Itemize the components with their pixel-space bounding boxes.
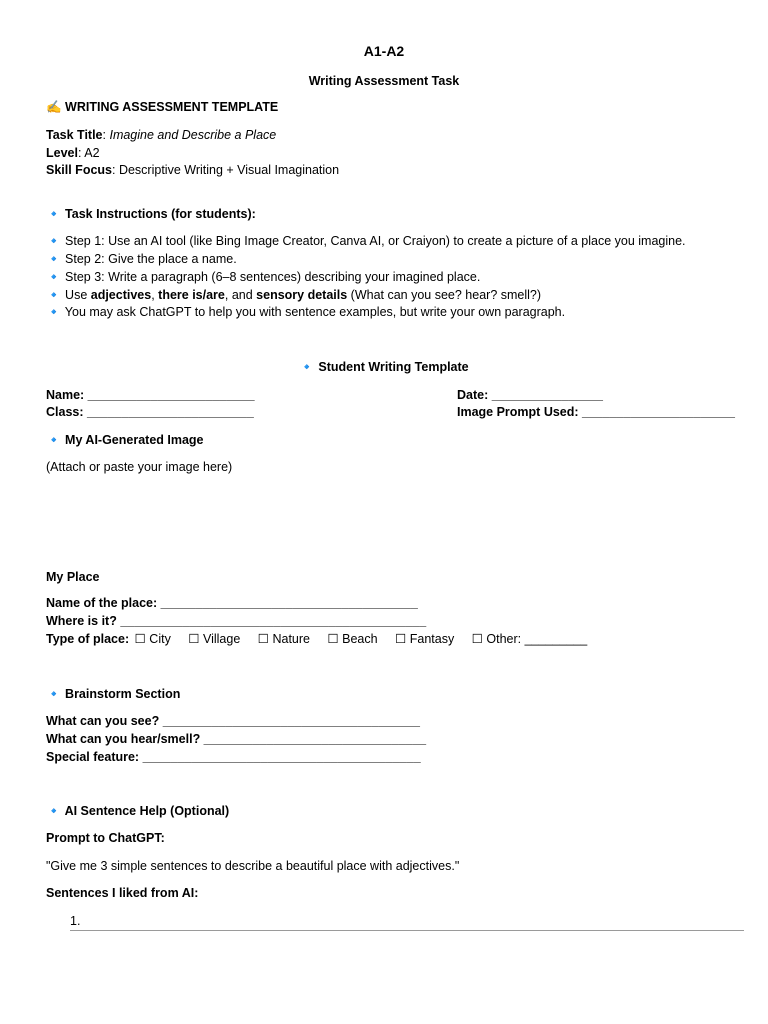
place-location-field[interactable]: Where is it? ____________________________________________	[46, 614, 427, 628]
brainstorm-heading: 🔹 Brainstorm Section	[46, 687, 181, 701]
image-section-heading: 🔹 My AI-Generated Image	[46, 433, 204, 447]
date-field[interactable]: Date: ________________	[457, 388, 603, 402]
task-title-label: Task Title	[46, 128, 103, 142]
my-place-heading: My Place	[46, 570, 100, 584]
prompt-text: "Give me 3 simple sentences to describe a beautiful place with adjectives."	[46, 859, 460, 873]
instruction-step-5: 🔹 You may ask ChatGPT to help you with sentence examples, but write your own paragraph.	[46, 305, 566, 319]
step4-sensory-details: sensory details	[256, 288, 348, 302]
liked-sentences-label: Sentences I liked from AI:	[46, 886, 199, 900]
task-title-colon: :	[102, 128, 110, 142]
checkbox-city[interactable]: ☐ City	[134, 632, 171, 646]
skill-focus-label: Skill Focus	[46, 163, 112, 177]
level-colon: :	[77, 146, 85, 160]
task-title-line	[46, 127, 276, 144]
ai-help-heading: 🔹 AI Sentence Help (Optional)	[46, 804, 230, 818]
level-title: A1-A2	[363, 43, 405, 59]
step4-suffix: (What can you see? hear? smell?)	[347, 288, 542, 302]
special-feature-field[interactable]: Special feature: ________________________________________	[46, 750, 421, 764]
step4-comma: ,	[151, 288, 159, 302]
checkbox-other[interactable]: ☐ Other: _________	[471, 632, 588, 646]
instructions-heading: 🔹 Task Instructions (for students):	[46, 207, 256, 221]
instruction-step-4	[46, 287, 541, 304]
list-item-1[interactable]: 1.	[70, 914, 81, 928]
level-line	[46, 145, 100, 162]
place-type-line	[46, 631, 587, 648]
class-field[interactable]: Class: ________________________	[46, 405, 254, 419]
hear-smell-field[interactable]: What can you hear/smell? ________________________________	[46, 732, 427, 746]
skill-focus-line	[46, 162, 339, 179]
see-field[interactable]: What can you see? _____________________________________	[46, 714, 420, 728]
image-placeholder-note[interactable]: (Attach or paste your image here)	[46, 460, 233, 474]
task-title-value: Imagine and Describe a Place	[109, 128, 277, 142]
image-prompt-field[interactable]: Image Prompt Used: ______________________	[457, 405, 735, 419]
checkbox-village[interactable]: ☐ Village	[188, 632, 241, 646]
answer-line-1	[70, 930, 744, 931]
step4-and: , and	[224, 288, 257, 302]
checkbox-beach[interactable]: ☐ Beach	[327, 632, 378, 646]
document-subtitle: Writing Assessment Task	[308, 74, 460, 88]
instruction-step-1: 🔹 Step 1: Use an AI tool (like Bing Image Creator, Canva AI, or Craiyon) to create a picture of a place you imagine.	[46, 234, 686, 248]
checkbox-fantasy[interactable]: ☐ Fantasy	[395, 632, 455, 646]
checkbox-nature[interactable]: ☐ Nature	[257, 632, 310, 646]
skill-focus-value: Descriptive Writing + Visual Imagination	[118, 163, 340, 177]
student-template-heading: 🔹 Student Writing Template	[299, 360, 469, 374]
step4-there-is-are: there is/are	[158, 288, 225, 302]
instruction-step-2: 🔹 Step 2: Give the place a name.	[46, 252, 237, 266]
skill-focus-colon: :	[112, 163, 119, 177]
level-value: A2	[84, 146, 100, 160]
name-field[interactable]: Name: ________________________	[46, 388, 255, 402]
instruction-step-3: 🔹 Step 3: Write a paragraph (6–8 sentences) describing your imagined place.	[46, 270, 481, 284]
template-heading: ✍️ WRITING ASSESSMENT TEMPLATE	[46, 100, 279, 114]
place-type-label: Type of place:	[46, 632, 130, 646]
level-label: Level	[46, 146, 78, 160]
place-name-field[interactable]: Name of the place: _____________________________________	[46, 596, 418, 610]
step4-prefix: 🔹 Use	[46, 288, 91, 302]
prompt-label: Prompt to ChatGPT:	[46, 831, 165, 845]
step4-adjectives: adjectives	[90, 288, 152, 302]
